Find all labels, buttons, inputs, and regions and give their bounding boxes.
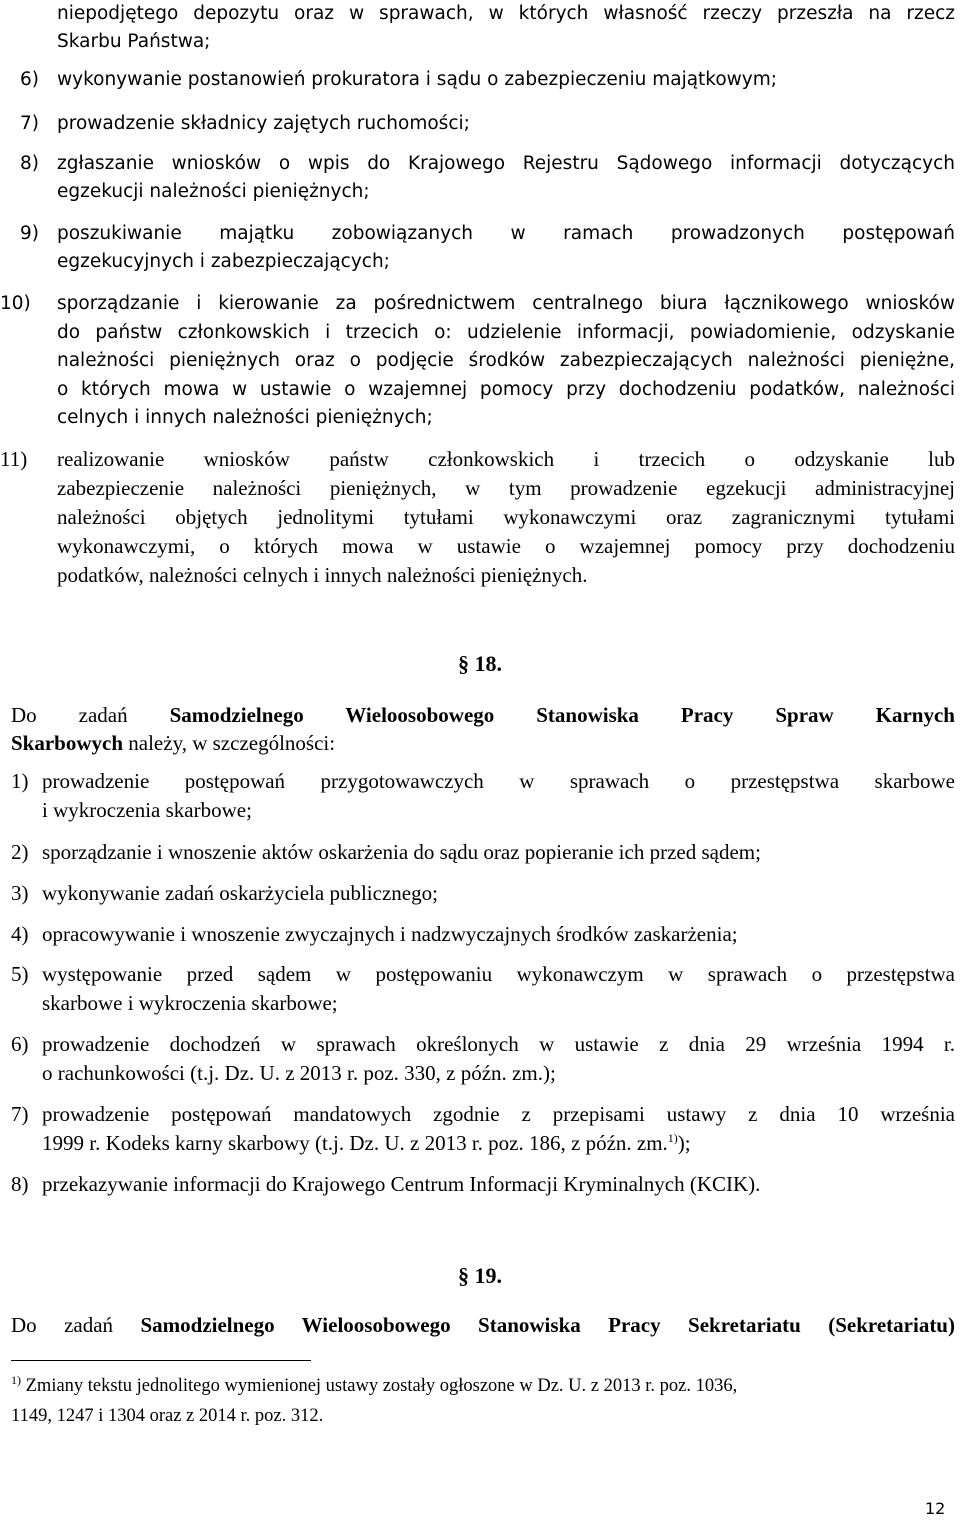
list-item-number: 5) <box>11 962 29 986</box>
intro-text: Do zadań <box>11 1313 141 1337</box>
list-item-line: egzekucyjnych i zabezpieczających; <box>57 251 390 272</box>
list-item-line: należności objętych jednolitymi tytułami wykonawczymi oraz zagranicznymi tytułami <box>57 505 955 529</box>
list-item-line: egzekucji należności pieniężnych; <box>57 181 370 202</box>
list-item-number: 9) <box>20 223 39 244</box>
list-item-line: prowadzenie postępowań mandatowych zgodnie z przepisami ustawy z dnia 10 września <box>42 1102 955 1126</box>
footnote-text: Zmiany tekstu jednolitego wymienionej ustawy zostały ogłoszone w Dz. U. z 2013 r. poz. 1036, <box>21 1376 738 1396</box>
list-item-number: 10) <box>0 293 31 314</box>
list-item-line: zgłaszanie wniosków o wpis do Krajowego Rejestru Sądowego informacji dotyczących <box>57 153 955 174</box>
list-item-line: i wykroczenia skarbowe; <box>42 798 252 822</box>
section-19-intro <box>11 1311 955 1339</box>
list-item-line: sporządzanie i kierowanie za pośrednictwem centralnego biura łącznikowego wniosków <box>57 293 955 314</box>
list-item-continuation <box>57 0 955 56</box>
list-item-line: celnych i innych należności pieniężnych; <box>57 407 433 428</box>
list-item-number: 4) <box>11 922 29 946</box>
list-item-line: zabezpieczenie należności pieniężnych, w tym prowadzenie egzekucji administracyjnej <box>57 476 955 500</box>
page-number: 12 <box>925 1499 946 1518</box>
list-item-line: prowadzenie składnicy zajętych ruchomości; <box>57 113 470 134</box>
list-item-number: 8) <box>11 1172 29 1196</box>
list-item-line: prowadzenie postępowań przygotowawczych w sprawach o przestępstwa skarbowe <box>42 769 955 793</box>
intro-bold-text: Samodzielnego Wieloosobowego Stanowiska Pracy Spraw Karnych <box>169 703 955 727</box>
list-item-line: poszukiwanie majątku zobowiązanych w ramach prowadzonych postępowań <box>57 223 955 244</box>
section-19-heading: § 19. <box>458 1263 502 1288</box>
list-item-number: 7) <box>20 113 39 134</box>
list-item-line: wykonywanie postanowień prokuratora i sądu o zabezpieczeniu majątkowym; <box>57 69 778 90</box>
list-item-line: występowanie przed sądem w postępowaniu wykonawczym w sprawach o przestępstwa <box>42 962 955 986</box>
list-item-line: do państw członkowskich i trzecich o: udzielenie informacji, powiadomienie, odzyskanie <box>57 321 955 343</box>
list-item-number: 8) <box>20 153 39 174</box>
footnote-reference: 1) <box>667 1131 678 1145</box>
line-text: 1999 r. Kodeks karny skarbowy (t.j. Dz. U. z 2013 r. poz. 186, z późn. zm. <box>42 1131 668 1155</box>
list-item-line: sporządzanie i wnoszenie aktów oskarżenia do sądu oraz popieranie ich przed sądem; <box>42 840 761 864</box>
list-item-line: wykonawczymi, o których mowa w ustawie o wzajemnej pomocy przy dochodzeniu <box>57 534 955 558</box>
section-18-heading: § 18. <box>458 651 502 676</box>
footnote <box>11 1371 911 1431</box>
footnote-marker: 1) <box>11 1372 21 1387</box>
intro-text: Do zadań <box>11 703 170 727</box>
list-item-number: 2) <box>11 840 29 864</box>
list-item-line <box>42 1129 955 1158</box>
list-item-line: opracowywanie i wnoszenie zwyczajnych i nadzwyczajnych środków zaskarżenia; <box>42 922 738 946</box>
list-item-number: 3) <box>11 881 29 905</box>
list-item-line: prowadzenie dochodzeń w sprawach określonych w ustawie z dnia 29 września 1994 r. <box>42 1032 955 1056</box>
list-item-line: niepodjętego depozytu oraz w sprawach, w których własność rzeczy przeszła na rzecz <box>57 3 955 24</box>
list-item-line: o rachunkowości (t.j. Dz. U. z 2013 r. poz. 330, z późn. zm.); <box>42 1061 556 1085</box>
section-18-intro <box>11 701 955 757</box>
list-item-number: 6) <box>11 1032 29 1056</box>
list-item-line: skarbowe i wykroczenia skarbowe; <box>42 991 338 1015</box>
footnote-text: 1149, 1247 i 1304 oraz z 2014 r. poz. 312. <box>11 1406 324 1426</box>
list-item-number: 6) <box>20 69 39 90</box>
footnote-separator <box>11 1360 311 1361</box>
list-item-line: podatków, należności celnych i innych należności pieniężnych. <box>57 563 588 587</box>
list-item-line: wykonywanie zadań oskarżyciela publicznego; <box>42 881 438 905</box>
list-item-line: o których mowa w ustawie o wzajemnej pomocy przy dochodzeniu podatków, należności <box>57 378 955 400</box>
list-item-line: Skarbu Państwa; <box>57 31 211 52</box>
list-item-line: realizowanie wniosków państw członkowskich i trzecich o odzyskanie lub <box>57 447 955 471</box>
list-item-number: 11) <box>0 447 28 471</box>
list-item-number: 1) <box>11 769 29 793</box>
list-item-number: 7) <box>11 1102 29 1126</box>
list-item-line: należności pieniężnych oraz o podjęcie środków zabezpieczających należności pieniężne, <box>57 350 955 371</box>
list-item-line: przekazywanie informacji do Krajowego Centrum Informacji Kryminalnych (KCIK). <box>42 1172 761 1196</box>
intro-bold-text: Skarbowych <box>11 731 124 755</box>
intro-bold-text: Samodzielnego Wieloosobowego Stanowiska Pracy Sekretariatu (Sekretariatu) <box>140 1313 955 1337</box>
intro-text: należy, w szczególności: <box>123 731 336 755</box>
line-text: ); <box>677 1131 691 1155</box>
